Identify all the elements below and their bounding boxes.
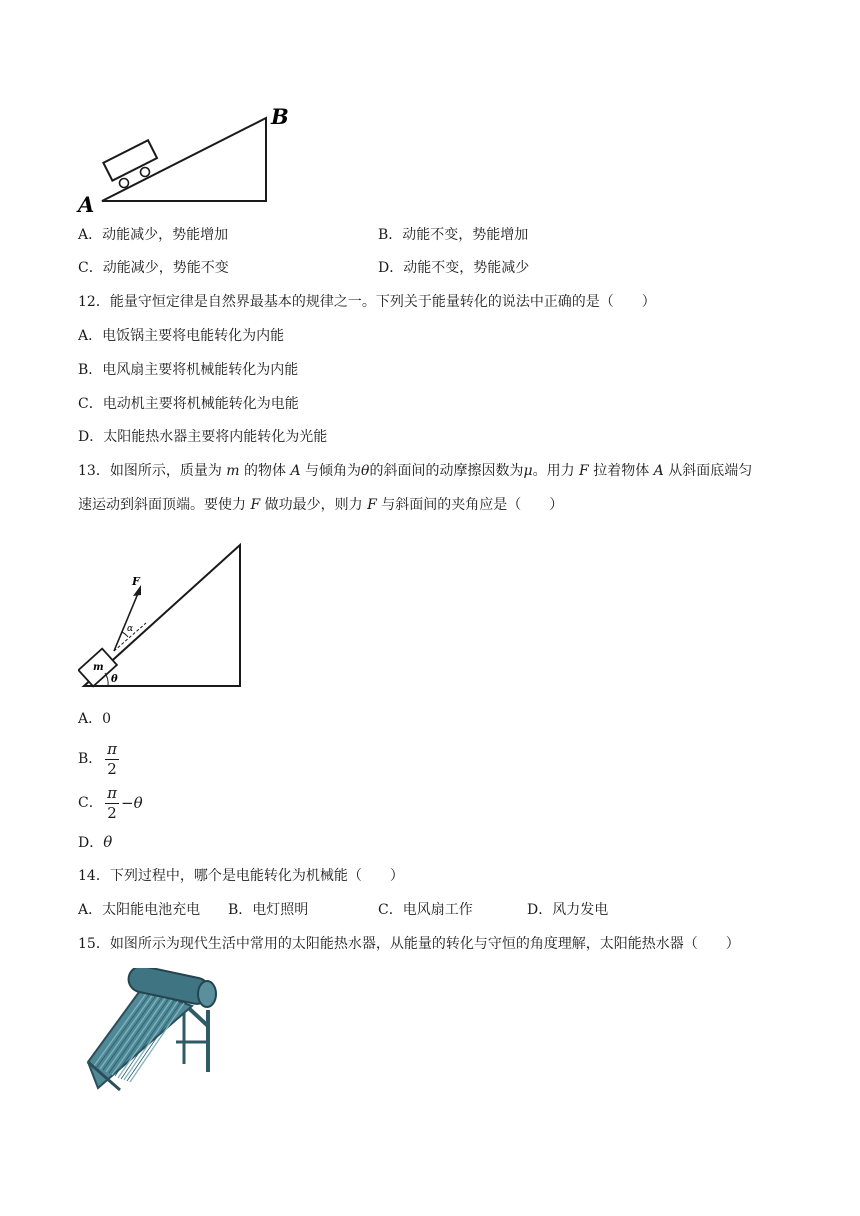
q14-option-d: D．风力发电 [527, 902, 609, 918]
q12-option-c: C．电动机主要将机械能转化为电能 [78, 396, 299, 412]
label-a: A [78, 192, 95, 216]
q12-option-b: B．电风扇主要将机械能转化为内能 [78, 362, 299, 378]
q13-option-a: A．0 [78, 711, 112, 727]
label-alpha: α [127, 624, 134, 634]
q12-option-a: A．电饭锅主要将电能转化为内能 [78, 328, 285, 344]
label-b: B [271, 104, 289, 129]
q13-option-c-fraction: π 2 [103, 785, 121, 822]
q13-stem-line1: 13．如图所示，质量为 m 的物体 A 与倾角为θ的斜面间的动摩擦因数为μ。用力 F 拉着物体 A 从斜面底端匀 [78, 463, 753, 479]
force-arrow [114, 591, 139, 651]
q13-option-c-tail: −θ [121, 794, 143, 812]
q12-stem: 12．能量守恒定律是自然界最基本的规律之一。下列关于能量转化的说法中正确的是（ ） [78, 294, 656, 310]
q11-option-c: C．动能减少，势能不变 [78, 260, 229, 276]
cart-wheel-front [141, 168, 150, 177]
q11-option-a: A．动能减少，势能增加 [78, 227, 229, 243]
q13-option-c-key: C． [78, 795, 103, 811]
q15-stem: 15．如图所示为现代生活中常用的太阳能热水器，从能量的转化与守恒的角度理解，太阳能热水器（ ） [78, 936, 740, 952]
q11-incline-figure [74, 100, 304, 216]
q11-option-d: D．动能不变，势能减少 [378, 260, 530, 276]
label-f: F [132, 575, 140, 588]
label-theta: θ [111, 674, 118, 685]
q14-option-b: B．电灯照明 [228, 902, 309, 918]
label-m: m [93, 662, 104, 673]
q13-option-d: D．θ [78, 833, 113, 851]
q14-stem: 14．下列过程中，哪个是电能转化为机械能（ ） [78, 868, 404, 884]
q14-option-a: A．太阳能电池充电 [78, 902, 201, 918]
q13-option-b-key: B． [78, 751, 103, 767]
cart-wheel-rear [120, 179, 129, 188]
q12-option-d: D．太阳能热水器主要将内能转化为光能 [78, 429, 328, 445]
q13-option-b-fraction: π 2 [103, 741, 121, 778]
q13-stem-line2: 速运动到斜面顶端。要使力 F 做功最少，则力 F 与斜面间的夹角应是（ ） [78, 497, 564, 513]
q11-option-b: B．动能不变，势能增加 [378, 227, 529, 243]
q14-option-c: C．电风扇工作 [378, 902, 473, 918]
solar-water-heater-image [80, 968, 222, 1094]
q13-incline-figure [78, 540, 248, 690]
